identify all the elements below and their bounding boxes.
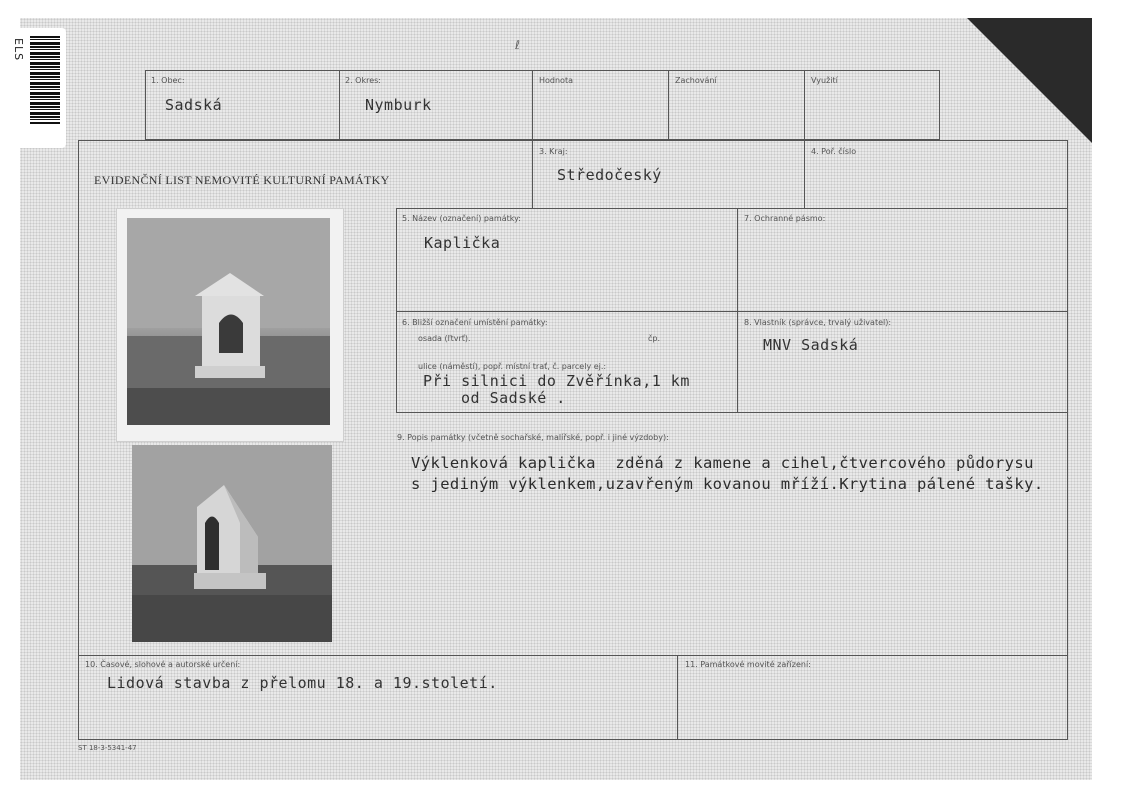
ulice-label: ulice (náměstí), popř. místní trať, č. parcely ej.: bbox=[418, 362, 607, 371]
vlastnik-label: 8. Vlastník (správce, trvalý uživatel): bbox=[744, 318, 892, 327]
divider bbox=[677, 655, 678, 740]
casove-label: 10. Časové, slohové a autorské určení: bbox=[85, 660, 241, 669]
popis-label: 9. Popis památky (včetně sochařské, malířské, popř. i jiné výzdoby): bbox=[397, 433, 669, 442]
chapel-photo-side bbox=[132, 445, 332, 642]
hodnota-label: Hodnota bbox=[539, 76, 573, 85]
popis-line2: s jediným výklenkem,uzavřeným kovanou mříží.Krytina pálené tašky. bbox=[411, 475, 1044, 493]
divider bbox=[668, 70, 669, 140]
ochranne-pasmo-label: 7. Ochranné pásmo: bbox=[744, 214, 826, 223]
nazev-value: Kaplička bbox=[424, 234, 501, 252]
kraj-label: 3. Kraj: bbox=[539, 147, 568, 156]
obec-label: 1. Obec: bbox=[151, 76, 185, 85]
chapel-front-image bbox=[127, 218, 330, 425]
osada-label: osada (ľtvrť). bbox=[418, 334, 471, 343]
nazev-label: 5. Název (označení) památky: bbox=[402, 214, 521, 223]
divider bbox=[396, 208, 1068, 209]
umisteni-value-line2: od Sadské . bbox=[461, 389, 566, 407]
movite-label: 11. Památkové movité zařízení: bbox=[685, 660, 811, 669]
popis-line1: Výklenková kaplička zděná z kamene a cihel,čtvercového půdorysu bbox=[411, 454, 1034, 472]
footer-code: ST 18-3-5341-47 bbox=[78, 744, 137, 752]
vlastnik-value: MNV Sadská bbox=[763, 336, 859, 354]
divider bbox=[804, 140, 805, 208]
chapel-side-image bbox=[132, 445, 332, 642]
folded-corner bbox=[967, 18, 1092, 143]
vyuziti-label: Využití bbox=[811, 76, 838, 85]
okres-value: Nymburk bbox=[365, 96, 432, 114]
casove-value: Lidová stavba z přelomu 18. a 19.století. bbox=[107, 674, 498, 692]
divider bbox=[396, 412, 1068, 413]
divider bbox=[339, 70, 340, 140]
divider bbox=[396, 311, 1068, 312]
umisteni-value-line1: Při silnici do Zvěřínka,1 km bbox=[423, 372, 690, 390]
umisteni-label: 6. Bližší označení umístění památky: bbox=[402, 318, 548, 327]
divider bbox=[78, 655, 1068, 656]
cp-label: čp. bbox=[648, 334, 661, 343]
zachovani-label: Zachování bbox=[675, 76, 717, 85]
por-cislo-label: 4. Poř. číslo bbox=[811, 147, 857, 156]
top-mark: ℓ bbox=[515, 38, 520, 52]
barcode-icon bbox=[30, 36, 60, 124]
divider bbox=[532, 70, 533, 140]
form-title: EVIDENČNÍ LIST NEMOVITÉ KULTURNÍ PAMÁTKY bbox=[94, 173, 390, 187]
okres-label: 2. Okres: bbox=[345, 76, 382, 85]
obec-value: Sadská bbox=[165, 96, 223, 114]
divider bbox=[804, 70, 805, 140]
kraj-value: Středočeský bbox=[557, 166, 662, 184]
barcode-code: ELS bbox=[12, 38, 25, 62]
chapel-photo-front bbox=[127, 218, 330, 425]
divider bbox=[532, 140, 533, 208]
